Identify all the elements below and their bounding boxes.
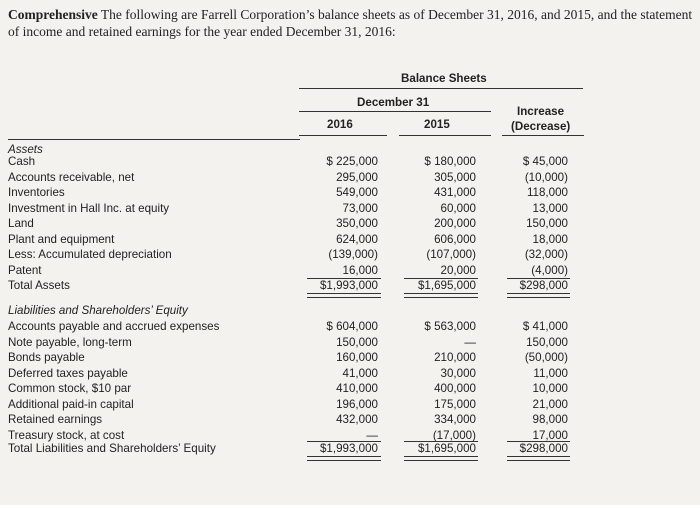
liabilities-row-change: $ 41,000 (522, 320, 568, 333)
problem-intro (8, 6, 694, 40)
assets-row-2016: $ 225,000 (326, 155, 378, 168)
liabilities-row-2016: 150,000 (336, 335, 378, 349)
liabilities-row-2015: 210,000 (434, 351, 476, 364)
assets-row-label: Patent (8, 263, 42, 277)
assets-row-2016: 549,000 (336, 186, 378, 199)
assets-total-2016: $1,993,000 (319, 279, 378, 292)
liabilities-row-2016: 196,000 (336, 397, 378, 411)
intro-label: Comprehensive (8, 7, 98, 22)
assets-row-2015: $ 180,000 (424, 155, 476, 168)
assets-row-change: $ 45,000 (522, 155, 568, 168)
assets-total-label: Total Assets (8, 279, 70, 292)
assets-row-change: 118,000 (526, 186, 568, 199)
liabilities-row-2015: 334,000 (434, 413, 476, 426)
assets-row-2016: 16,000 (342, 263, 378, 277)
liabilities-total-label: Total Liabilities and Shareholders’ Equity (8, 442, 216, 455)
liabilities-row-2015: 30,000 (440, 366, 476, 380)
assets-row-2015: 20,000 (440, 263, 476, 277)
liabilities-row-label: Retained earnings (8, 413, 103, 426)
liabilities-row-2015: 175,000 (434, 397, 476, 411)
title-rule (299, 88, 583, 89)
assets-row-change: 150,000 (526, 217, 568, 230)
liabilities-row-label: Additional paid-in capital (8, 397, 134, 411)
date-header: December 31 (357, 96, 430, 109)
assets-row-change: 13,000 (532, 201, 568, 215)
liabilities-row-2015: 400,000 (434, 382, 476, 395)
change-rule (502, 135, 584, 136)
assets-row-change: (10,000) (524, 170, 568, 184)
liabilities-row-2016: 410,000 (336, 382, 378, 395)
assets-row-change: (32,000) (524, 248, 568, 261)
assets-row-2015: (107,000) (426, 248, 476, 261)
liabilities-row-change: 11,000 (533, 366, 568, 380)
liabilities-total-2016: $1,993,000 (319, 442, 378, 455)
assets-row-change: 18,000 (532, 232, 568, 246)
assets-heading: Assets (8, 143, 43, 156)
assets-row-2016: 295,000 (336, 170, 378, 184)
assets-row-2016: (139,000) (328, 248, 378, 261)
liabilities-row-change: 150,000 (526, 335, 568, 349)
assets-row-2016: 624,000 (336, 232, 378, 246)
liabilities-row-2016: — (366, 428, 378, 442)
date-rule (299, 111, 491, 112)
liabilities-row-change: 98,000 (532, 413, 568, 426)
liabilities-row-label: Bonds payable (8, 351, 85, 364)
assets-row-2016: 73,000 (342, 201, 378, 215)
liabilities-row-2016: $ 604,000 (326, 320, 378, 333)
liabilities-heading: Liabilities and Shareholders’ Equity (8, 304, 188, 317)
liabilities-total-double-rule-2015 (404, 456, 478, 461)
assets-row-label: Less: Accumulated depreciation (8, 248, 172, 261)
assets-row-label: Inventories (8, 186, 65, 199)
liabilities-row-2016: 41,000 (342, 366, 378, 380)
assets-row-label: Plant and equipment (8, 232, 115, 246)
liabilities-total-change: $298,000 (519, 442, 568, 455)
liabilities-row-label: Note payable, long-term (8, 335, 132, 349)
liabilities-row-change: 21,000 (532, 397, 568, 411)
assets-total-double-rule-2015 (404, 293, 478, 298)
assets-row-2015: 200,000 (434, 217, 476, 230)
assets-row-change: (4,000) (531, 263, 568, 277)
liabilities-row-label: Common stock, $10 par (8, 382, 132, 395)
assets-total-double-rule-change (507, 293, 570, 298)
intro-text: The following are Farrell Corporation’s balance sheets as of December 31, 2016, and 2015, and the statement of income and retained earnings for the year ended December 31, 2016: (8, 7, 693, 39)
label-rule (8, 139, 300, 140)
liabilities-total-double-rule-2016 (307, 456, 381, 461)
table-title: Balance Sheets (401, 72, 487, 85)
assets-row-2016: 350,000 (336, 217, 378, 230)
assets-row-label: Investment in Hall Inc. at equity (8, 201, 170, 215)
liabilities-row-change: 10,000 (532, 382, 568, 395)
increase-header: Increase (517, 105, 565, 118)
liabilities-row-2016: 432,000 (336, 413, 378, 426)
liabilities-row-2016: 160,000 (336, 351, 378, 364)
col-2016-header: 2016 (327, 118, 353, 131)
liabilities-row-2015: $ 563,000 (424, 320, 476, 333)
assets-row-label: Land (8, 217, 34, 230)
liabilities-row-change: (50,000) (524, 351, 568, 364)
liabilities-total-2015: $1,695,000 (417, 442, 476, 455)
assets-total-2015: $1,695,000 (417, 279, 476, 292)
liabilities-row-2015: — (464, 335, 476, 349)
assets-row-label: Accounts receivable, net (8, 170, 135, 184)
liabilities-row-label: Deferred taxes payable (8, 366, 128, 380)
decrease-header: (Decrease) (511, 120, 571, 133)
liabilities-row-label: Accounts payable and accrued expenses (8, 320, 220, 333)
col-2016-rule (299, 135, 387, 136)
assets-total-change: $298,000 (519, 279, 568, 292)
col-2015-header: 2015 (424, 118, 450, 131)
liabilities-total-double-rule-change (507, 456, 570, 461)
assets-row-2015: 431,000 (434, 186, 476, 199)
col-2015-rule (399, 135, 491, 136)
assets-row-2015: 60,000 (440, 201, 476, 215)
liabilities-row-2015: (17,000) (432, 428, 476, 442)
assets-row-2015: 305,000 (434, 170, 476, 184)
liabilities-row-change: 17,000 (532, 428, 568, 442)
liabilities-row-label: Treasury stock, at cost (8, 428, 125, 442)
assets-total-double-rule-2016 (307, 293, 381, 298)
assets-row-label: Cash (8, 155, 36, 168)
assets-row-2015: 606,000 (434, 232, 476, 246)
